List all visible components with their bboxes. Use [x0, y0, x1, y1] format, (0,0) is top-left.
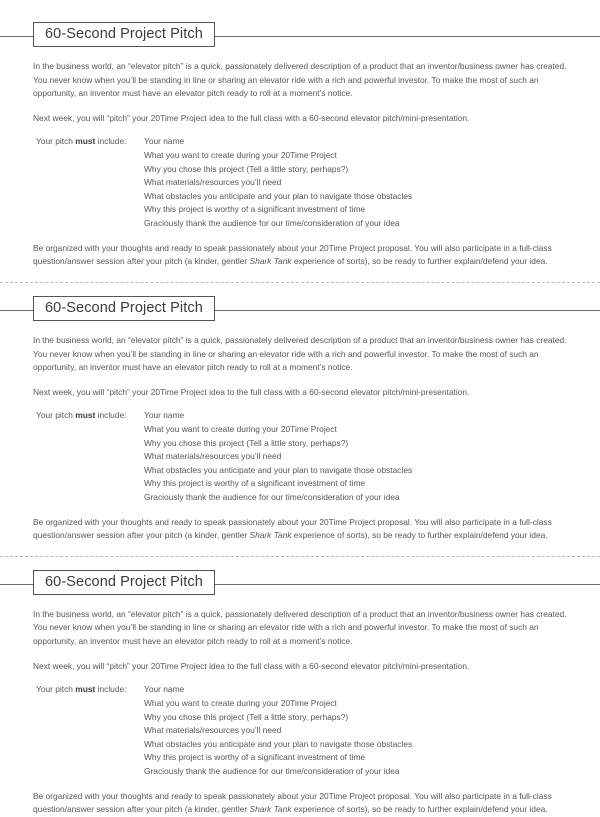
requirements-label-bold: must [75, 410, 96, 421]
list-item: What obstacles you anticipate and your plan to navigate those obstacles [144, 738, 413, 749]
requirements-block [33, 409, 570, 504]
requirements-label-bold: must [75, 136, 96, 147]
page-title: 60-Second Project Pitch [45, 299, 203, 316]
requirements-label-after: include: [95, 136, 127, 147]
requirements-label-after: include: [95, 410, 127, 421]
section-title-row [0, 22, 600, 52]
list-item: What materials/resources you’ll need [144, 451, 282, 462]
intro-paragraph [33, 608, 570, 649]
pitch-section-3 [0, 570, 600, 817]
list-item: Your name [144, 684, 185, 695]
list-item: Graciously thank the audience for our time/consideration of your idea [144, 765, 400, 776]
cut-separator-2 [0, 556, 600, 557]
requirements-list [144, 683, 570, 778]
list-item: What obstacles you anticipate and your plan to navigate those obstacles [144, 464, 413, 475]
requirements-block [33, 135, 570, 230]
next-week-paragraph-text: Next week, you will “pitch” your 20Time Project idea to the full class with a 60-second elevator pitch/mini-presentation. [33, 112, 470, 123]
list-item: Why this project is worthy of a significant investment of time [144, 478, 366, 489]
intro-paragraph [33, 60, 570, 101]
closing-paragraph-part-1: Be organized with your thoughts and ready to speak passionately about your 20Time Project proposal. You will also participate in a full-class question/answer session after your pitch (a kinder, gentler [33, 516, 552, 541]
requirements-label [36, 409, 144, 423]
section-title-row [0, 296, 600, 326]
list-item: What you want to create during your 20Time Project [144, 150, 337, 161]
section-body [0, 60, 600, 269]
next-week-paragraph [33, 386, 570, 400]
intro-paragraph-text: In the business world, an “elevator pitch” is a quick, passionately delivered description of a product that an inventor/business owner has created. You never know when you’ll be standing in line or sharing an elevator ride with a rich and powerful investor. To make the most of such an opportunity, an inventor must have an elevator pitch ready to roll at a moment’s notice. [33, 61, 567, 99]
list-item: What obstacles you anticipate and your plan to navigate those obstacles [144, 190, 413, 201]
closing-paragraph-part-1: Be organized with your thoughts and ready to speak passionately about your 20Time Project proposal. You will also participate in a full-class question/answer session after your pitch (a kinder, gentler [33, 790, 552, 815]
closing-paragraph-italic: Shark Tank [249, 530, 292, 541]
closing-paragraph-part-1: Be organized with your thoughts and ready to speak passionately about your 20Time Project proposal. You will also participate in a full-class question/answer session after your pitch (a kinder, gentler [33, 242, 552, 267]
closing-paragraph [33, 790, 570, 817]
requirements-label-before: Your pitch [36, 684, 76, 695]
closing-paragraph-part-2: experience of sorts), so be ready to further explain/defend your idea. [291, 256, 548, 267]
title-box [33, 296, 215, 321]
title-box [33, 22, 215, 47]
next-week-paragraph-text: Next week, you will “pitch” your 20Time Project idea to the full class with a 60-second elevator pitch/mini-presentation. [33, 660, 470, 671]
requirements-label-before: Your pitch [36, 410, 76, 421]
requirements-block [33, 683, 570, 778]
requirements-label [36, 135, 144, 149]
closing-paragraph-italic: Shark Tank [249, 804, 292, 815]
list-item: Graciously thank the audience for our time/consideration of your idea [144, 492, 400, 503]
section-title-row [0, 570, 600, 600]
requirements-list [144, 409, 570, 504]
list-item: Graciously thank the audience for our time/consideration of your idea [144, 218, 400, 229]
list-item: Why you chose this project (Tell a little story, perhaps?) [144, 163, 349, 174]
closing-paragraph [33, 242, 570, 269]
list-item: Your name [144, 136, 185, 147]
list-item: Why you chose this project (Tell a little story, perhaps?) [144, 437, 349, 448]
list-item: Your name [144, 410, 185, 421]
next-week-paragraph [33, 112, 570, 126]
list-item: What materials/resources you’ll need [144, 725, 282, 736]
closing-paragraph-part-2: experience of sorts), so be ready to further explain/defend your idea. [291, 804, 548, 815]
title-box [33, 570, 215, 595]
list-item: Why you chose this project (Tell a little story, perhaps?) [144, 711, 349, 722]
requirements-label-before: Your pitch [36, 136, 76, 147]
next-week-paragraph-text: Next week, you will “pitch” your 20Time Project idea to the full class with a 60-second elevator pitch/mini-presentation. [33, 386, 470, 397]
next-week-paragraph [33, 660, 570, 674]
cut-separator-1 [0, 282, 600, 283]
requirements-label-bold: must [75, 684, 96, 695]
closing-paragraph-part-2: experience of sorts), so be ready to further explain/defend your idea. [291, 530, 548, 541]
closing-paragraph-italic: Shark Tank [249, 256, 292, 267]
pitch-section-1 [0, 22, 600, 269]
closing-paragraph [33, 516, 570, 543]
pitch-section-2 [0, 296, 600, 543]
list-item: What you want to create during your 20Time Project [144, 423, 337, 434]
list-item: Why this project is worthy of a significant investment of time [144, 204, 366, 215]
intro-paragraph-text: In the business world, an “elevator pitch” is a quick, passionately delivered description of a product that an inventor/business owner has created. You never know when you’ll be standing in line or sharing an elevator ride with a rich and powerful investor. To make the most of such an opportunity, an inventor must have an elevator pitch ready to roll at a moment’s notice. [33, 608, 567, 647]
requirements-label [36, 683, 144, 697]
intro-paragraph [33, 334, 570, 375]
list-item: What you want to create during your 20Time Project [144, 697, 337, 708]
page-title: 60-Second Project Pitch [45, 26, 203, 42]
section-body [0, 334, 600, 543]
section-body [0, 608, 600, 817]
list-item: Why this project is worthy of a significant investment of time [144, 752, 366, 763]
page-title: 60-Second Project Pitch [45, 573, 203, 590]
requirements-list [144, 135, 570, 230]
intro-paragraph-text: In the business world, an “elevator pitch” is a quick, passionately delivered description of a product that an inventor/business owner has created. You never know when you’ll be standing in line or sharing an elevator ride with a rich and powerful investor. To make the most of such an opportunity, an inventor must have an elevator pitch ready to roll at a moment’s notice. [33, 334, 567, 373]
requirements-label-after: include: [95, 684, 127, 695]
list-item: What materials/resources you’ll need [144, 177, 282, 188]
